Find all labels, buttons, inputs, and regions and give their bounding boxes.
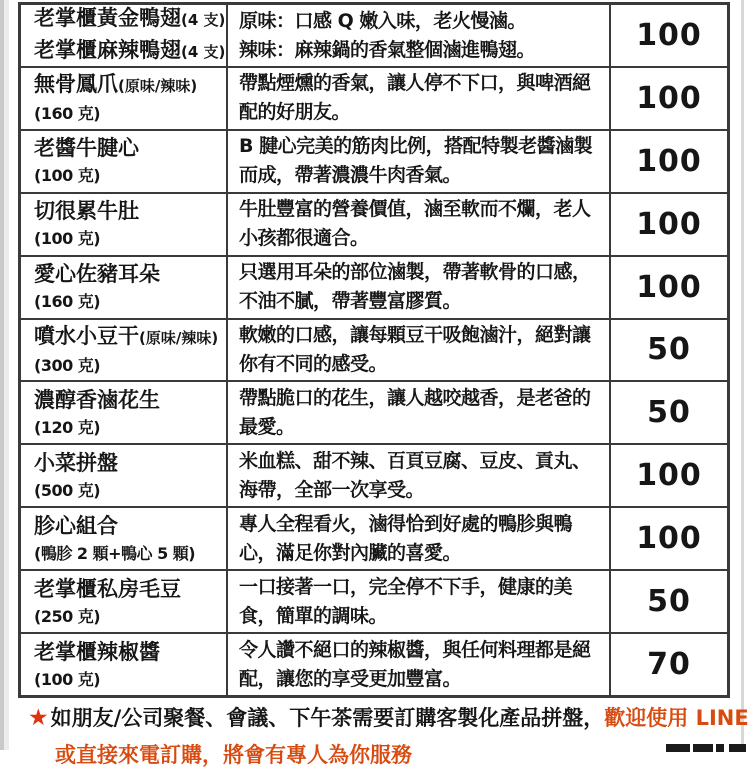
table-row <box>21 5 727 68</box>
item-name-line1: 噴水小豆干(原味/辣味) <box>34 323 219 348</box>
item-weight: (300 克) <box>34 355 101 375</box>
menu-table <box>18 2 730 698</box>
item-name-line1: 切很累牛肚 <box>34 199 139 224</box>
item-name-line1: 小菜拼盤 <box>34 450 118 475</box>
menu-item-desc <box>228 508 611 569</box>
price-value: 50 <box>647 395 691 431</box>
item-weight: (120 克) <box>34 417 101 437</box>
menu-item-name <box>21 320 228 381</box>
menu-item-desc <box>228 68 611 129</box>
menu-item-desc <box>228 571 611 632</box>
footer-text-line-cta: 歡迎使用 LINE <box>604 706 749 730</box>
qr-block <box>729 744 746 752</box>
menu-item-price <box>611 508 727 569</box>
table-row <box>21 194 727 257</box>
menu-item-name <box>21 382 228 443</box>
desc-line-1: 牛肚豐富的營養價值，滷至軟而不爛，老人小孩都很適合。 <box>239 198 591 250</box>
scan-edge-right <box>741 0 744 750</box>
table-row <box>21 382 727 445</box>
item-weight: (250 克) <box>34 606 101 626</box>
menu-item-price <box>611 634 727 695</box>
item-weight: (500 克) <box>34 480 101 500</box>
price-value: 100 <box>636 143 702 179</box>
item-name-line1: 胗心組合 <box>34 513 118 538</box>
table-row <box>21 320 727 383</box>
table-row <box>21 634 727 695</box>
item-weight: (100 克) <box>34 166 101 186</box>
desc-line-1: B 腱心完美的筋肉比例，搭配特製老醬滷製而成，帶著濃濃牛肉香氣。 <box>239 135 593 187</box>
menu-item-price <box>611 571 727 632</box>
table-row <box>21 131 727 194</box>
desc-line-1: 原味：口感 Q 嫩入味，老火慢滷。 <box>239 10 526 32</box>
item-name-line1: 老掌櫃黃金鴨翅(4 支) <box>34 6 226 31</box>
footer-note <box>28 703 749 733</box>
item-name-line1: 無骨鳳爪(原味/辣味) <box>34 72 198 97</box>
item-weight: (100 克) <box>34 669 101 689</box>
desc-line-1: 只選用耳朵的部位滷製，帶著軟骨的口感，不油不膩，帶著豐富膠質。 <box>239 261 591 313</box>
price-value: 100 <box>636 521 702 557</box>
menu-item-price <box>611 382 727 443</box>
menu-item-name <box>21 194 228 255</box>
menu-item-name <box>21 131 228 192</box>
menu-item-price <box>611 320 727 381</box>
qr-block <box>716 744 724 752</box>
item-weight: (100 克) <box>34 229 101 249</box>
desc-line-1: 令人讚不絕口的辣椒醬，與任何料理都是絕配，讓您的享受更加豐富。 <box>239 638 591 690</box>
table-row <box>21 68 727 131</box>
menu-item-desc <box>228 5 611 66</box>
price-value: 100 <box>636 458 702 494</box>
menu-item-price <box>611 257 727 318</box>
qr-block <box>666 744 690 752</box>
menu-item-name <box>21 634 228 695</box>
menu-item-name <box>21 257 228 318</box>
menu-item-desc <box>228 320 611 381</box>
desc-line-2: 辣味：麻辣鍋的香氣整個滷進鴨翅。 <box>239 39 536 61</box>
item-weight: (鴨胗 2 顆+鴨心 5 顆) <box>34 543 196 563</box>
menu-item-name <box>21 5 228 66</box>
menu-item-price <box>611 68 727 129</box>
item-name-line2: 老掌櫃麻辣鴨翅(4 支) <box>34 38 226 63</box>
menu-item-desc <box>228 194 611 255</box>
price-value: 100 <box>636 17 702 53</box>
menu-item-desc <box>228 634 611 695</box>
item-weight: (160 克) <box>34 104 101 124</box>
menu-item-name <box>21 508 228 569</box>
desc-line-1: 專人全程看火，滷得恰到好處的鴨胗與鴨心，滿足你對內臟的喜愛。 <box>239 512 573 564</box>
menu-item-price <box>611 131 727 192</box>
desc-line-1: 帶點煙燻的香氣，讓人停不下口，與啤酒絕配的好朋友。 <box>239 72 591 124</box>
menu-item-name <box>21 445 228 506</box>
footer-note-line2: 或直接來電訂購，將會有專人為你服務 <box>55 743 412 767</box>
menu-item-desc <box>228 445 611 506</box>
desc-line-1: 軟嫩的口感，讓每顆豆干吸飽滷汁，絕對讓你有不同的感受。 <box>239 323 591 375</box>
price-value: 50 <box>647 584 691 620</box>
item-name-line1: 老掌櫃辣椒醬 <box>34 639 160 664</box>
table-row <box>21 571 727 634</box>
item-name-line1: 老掌櫃私房毛豆 <box>34 576 181 601</box>
menu-item-name <box>21 68 228 129</box>
price-value: 100 <box>636 80 702 116</box>
menu-item-name <box>21 571 228 632</box>
table-row <box>21 508 727 571</box>
table-row <box>21 445 727 508</box>
desc-line-1: 一口接著一口，完全停不下手，健康的美食，簡單的調味。 <box>239 575 573 627</box>
qr-code-fragment <box>666 744 749 752</box>
desc-line-1: 帶點脆口的花生，讓人越咬越香，是老爸的最愛。 <box>239 386 591 438</box>
menu-item-price <box>611 5 727 66</box>
price-value: 100 <box>636 206 702 242</box>
price-value: 70 <box>647 647 691 683</box>
item-name-line1: 老醬牛腱心 <box>34 136 139 161</box>
menu-item-desc <box>228 131 611 192</box>
table-row <box>21 257 727 320</box>
item-name-line1: 愛心佐豬耳朵 <box>34 262 160 287</box>
menu-item-desc <box>228 382 611 443</box>
desc-line-1: 米血糕、甜不辣、百頁豆腐、豆皮、貢丸、海帶，全部一次享受。 <box>239 449 591 501</box>
menu-item-desc <box>228 257 611 318</box>
price-value: 100 <box>636 269 702 305</box>
item-weight: (160 克) <box>34 292 101 312</box>
qr-block <box>693 744 713 752</box>
menu-item-price <box>611 445 727 506</box>
scan-edge-left-light <box>4 0 9 750</box>
item-name-line1: 濃醇香滷花生 <box>34 387 160 412</box>
star-icon: ★ <box>28 705 49 731</box>
price-value: 50 <box>647 332 691 368</box>
menu-item-price <box>611 194 727 255</box>
footer-text-black: 如朋友/公司聚餐、會議、下午茶需要訂購客製化產品拼盤， <box>50 706 605 730</box>
